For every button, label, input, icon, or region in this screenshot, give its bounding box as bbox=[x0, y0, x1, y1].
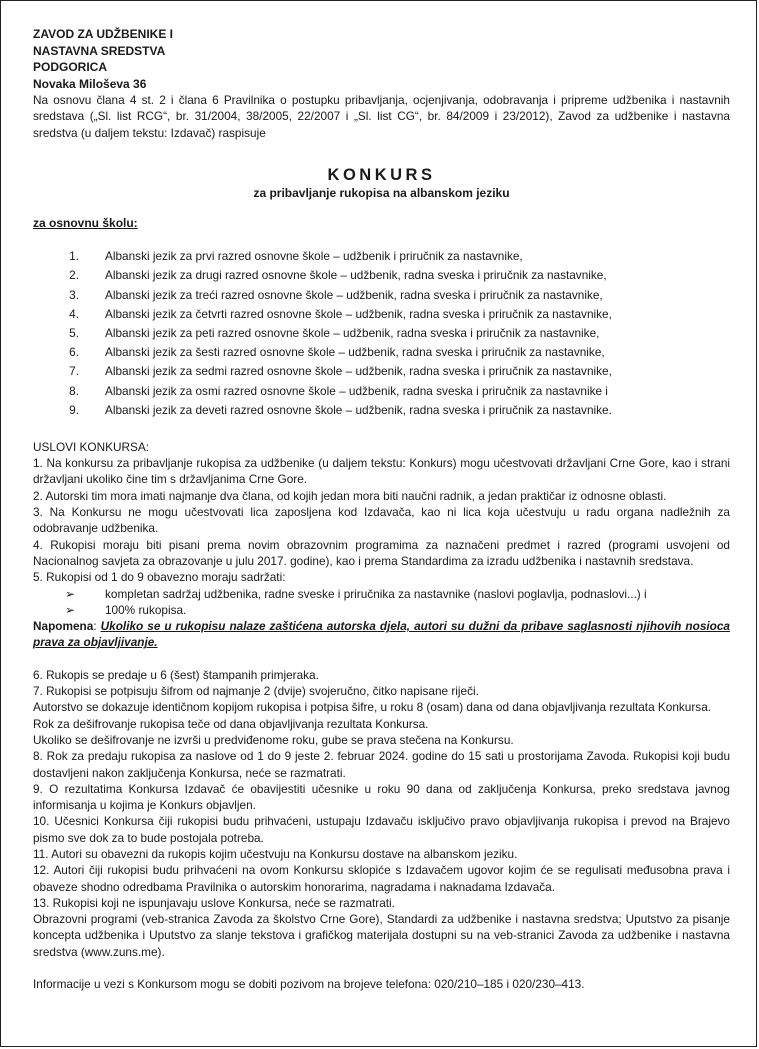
list-item-number: 7. bbox=[69, 364, 79, 379]
list-item-text: Albanski jezik za šesti razred osnovne škole – udžbenik, radna sveska i priručnik za nastavnike, bbox=[105, 345, 605, 360]
bullet-text: 100% rukopisa. bbox=[105, 602, 187, 617]
arrow-bullet-icon: ➢ bbox=[65, 586, 75, 601]
publisher-name-line2: NASTAVNA SREDSTVA bbox=[33, 43, 166, 58]
list-item-number: 4. bbox=[69, 306, 79, 321]
list-item-number: 8. bbox=[69, 383, 79, 398]
publisher-address: Novaka Miloševa 36 bbox=[33, 76, 147, 91]
list-item bbox=[33, 324, 730, 343]
condition-9: 9. O rezultatima Konkursa Izdavač će obavijestiti učesnike u roku 90 dana od zaključenja Konkursa, preko sredstava javnog informisanja u kojima je Konkurs objavljen. bbox=[33, 781, 730, 813]
condition-13: 13. Rukopisi koji ne ispunjavaju uslove Konkursa, neće se razmatrati. bbox=[33, 895, 395, 910]
note-text: Ukoliko se u rukopisu nalaze zaštićena autorska djela, autori su dužni da pribave saglasnosti njihovih nosioca prava za objavljivanje. bbox=[33, 619, 730, 650]
arrow-bullet-icon: ➢ bbox=[65, 602, 75, 617]
document-subtitle: za pribavljanje rukopisa na albanskom jeziku bbox=[253, 185, 510, 200]
list-item-number: 3. bbox=[69, 287, 79, 302]
publisher-header bbox=[33, 26, 730, 92]
list-item bbox=[33, 286, 730, 305]
conditions-heading: USLOVI KONKURSA: bbox=[33, 439, 150, 454]
bullet-text: kompletan sadržaj udžbenika, radne sveske i priručnika za nastavnike (naslovi poglavlja, podnaslovi...) i bbox=[105, 586, 647, 601]
note-paragraph bbox=[33, 618, 730, 651]
condition-2: 2. Autorski tim mora imati najmanje dva člana, od kojih jedan mora biti naučni radnik, a jedan praktičar iz odnosne oblasti. bbox=[33, 488, 667, 503]
list-item-text: Albanski jezik za sedmi razred osnovne škole – udžbenik, radna sveska i priručnik za nastavnike, bbox=[105, 364, 612, 379]
document-title: KONKURS bbox=[327, 165, 436, 184]
condition-1: 1. Na konkursu za pribavljanje rukopisa za udžbenike (u daljem tekstu: Konkurs) mogu učestvovati državljani Crne Gore, kao i strani državljani ukoliko čine tim s državljanima Crne Gore. bbox=[33, 456, 730, 487]
list-item bbox=[33, 343, 730, 362]
publisher-city: PODGORICA bbox=[33, 60, 108, 74]
list-item bbox=[33, 382, 730, 401]
bullet-item bbox=[65, 602, 730, 618]
list-item-text: Albanski jezik za drugi razred osnovne škole – udžbenik, radna sveska i priručnik za nastavnike, bbox=[105, 268, 607, 283]
publisher-name-line1: ZAVOD ZA UDŽBENIKE I bbox=[33, 27, 173, 41]
condition-12: 12. Autori čiji rukopisi budu prihvaćeni na ovom Konkursu sklopiće s Izdavačem ugovor kojim će se regulisati međusobna prava i obaveze shodno odredbama Pravilnika o autorskim honorarima, nagradama i naknadama Izdavača. bbox=[33, 863, 730, 894]
condition-8: 8. Rok za predaju rukopisa za naslove od 1 do 9 jeste 2. februar 2024. godine do 15 sati u prostorijama Zavoda. Rukopisi koji budu dostavljeni nakon zaključenja Konkursa, neće se razmatrati. bbox=[33, 749, 730, 780]
list-item bbox=[33, 266, 730, 285]
note-separator: : bbox=[93, 619, 101, 634]
numbered-list bbox=[33, 247, 730, 420]
list-item-number: 1. bbox=[69, 249, 79, 264]
condition-7-authorship: Autorstvo se dokazuje identičnom kopijom rukopisa i potpisa šifre, u roku 8 (osam) dana od dana objavljivanja rezultata Konkursa. bbox=[33, 700, 712, 715]
list-item-text: Albanski jezik za četvrti razred osnovne škole – udžbenik, radna sveska i priručnik za nastavnike, bbox=[105, 306, 612, 321]
condition-5: 5. Rukopisi od 1 do 9 obavezno moraju sadržati: bbox=[33, 570, 286, 585]
list-item-number: 9. bbox=[69, 402, 79, 417]
list-item-text: Albanski jezik za osmi razred osnovne škole – udžbenik, radna sveska i priručnik za nastavnike i bbox=[105, 383, 608, 398]
intro-paragraph: Na osnovu člana 4 st. 2 i člana 6 Pravilnika o postupku pribavljanja, ocjenjivanja, odobravanja i pripreme udžbenika i nastavnih sredstava („Sl. list RCG“, br. 31/2004, 38/2005, 22/2007 i „Sl. list CG“, br. 84/2009 i 23/2012), Zavod za udžbenike i nastavna sredstva (u daljem tekstu: Izdavač) raspisuje bbox=[33, 93, 730, 140]
condition-11: 11. Autori su obavezni da rukopis kojim učestvuju na Konkursu dostave na albanskom jeziku. bbox=[33, 847, 518, 861]
list-item bbox=[33, 305, 730, 324]
bullet-item bbox=[65, 586, 730, 602]
condition-10: 10. Učesnici Konkursa čiji rukopisi budu prihvaćeni, ustupaju Izdavaču isključivo pravo objavljivanja rukopisa i prevod na Brajevo pismo sve dok za to bude postojala potreba. bbox=[33, 814, 730, 845]
conditions-section bbox=[33, 439, 730, 960]
condition-7-deadline: Rok za dešifrovanje rukopisa teče od dana objavljivanja rezultata Konkursa. bbox=[33, 716, 429, 731]
document-body bbox=[33, 26, 730, 992]
list-item-text: Albanski jezik za peti razred osnovne škole – udžbenik, radna sveska i priručnik za nastavnike, bbox=[105, 325, 600, 340]
section-label: za osnovnu školu: bbox=[33, 215, 138, 230]
note-label: Napomena bbox=[33, 619, 94, 634]
spacer bbox=[33, 651, 730, 667]
condition-6: 6. Rukopis se predaje u 6 (šest) štampanih primjeraka. bbox=[33, 667, 319, 682]
condition-7: 7. Rukopisi se potpisuju šifrom od najmanje 2 (dvije) svojeručno, čitko napisane riječi. bbox=[33, 684, 479, 699]
list-item-text: Albanski jezik za prvi razred osnovne škole – udžbenik i priručnik za nastavnike, bbox=[105, 249, 523, 264]
list-item-number: 2. bbox=[69, 268, 79, 283]
programs-paragraph: Obrazovni programi (veb-stranica Zavoda za školstvo Crne Gore), Standardi za udžbenike i nastavna sredstva; Uputstvo za pisanje koncepta udžbenika i Uputstvo za slanje tekstova i grafičkog materijala dostupni su na veb-stranici Zavoda za udžbenike i nastavna sredstva (www.zuns.me). bbox=[33, 912, 730, 959]
list-item bbox=[33, 401, 730, 420]
contact-info: Informacije u vezi s Konkursom mogu se dobiti pozivom na brojeve telefona: 020/210–185 i 020/230–413. bbox=[33, 977, 585, 992]
list-item-text: Albanski jezik za treći razred osnovne škole – udžbenik, radna sveska i priručnik za nastavnike, bbox=[105, 287, 603, 302]
list-item bbox=[33, 362, 730, 381]
list-item-number: 6. bbox=[69, 345, 79, 360]
list-item-text: Albanski jezik za deveti razred osnovne škole – udžbenik, radna sveska i priručnik za nastavnike. bbox=[105, 402, 612, 417]
condition-4: 4. Rukopisi moraju biti pisani prema novim obrazovnim programima za naznačeni predmet i razred (programi usvojeni od Nacionalnog savjeta za obrazovanje u julu 2017. godine), kao i prema Standardima za izradu udžbenika i nastavnih sredstava. bbox=[33, 537, 730, 568]
list-item-number: 5. bbox=[69, 325, 79, 340]
condition-7-loss: Ukoliko se dešifrovanje ne izvrši u predviđenome roku, gube se prava stečena na Konkursu. bbox=[33, 732, 514, 747]
condition-3: 3. Na Konkursu ne mogu učestvovati lica zaposljena kod Izdavača, kao ni lica koja učestvuju u radu organa nadležnih za odobravanje udžbenika. bbox=[33, 505, 730, 536]
list-item bbox=[33, 247, 730, 266]
